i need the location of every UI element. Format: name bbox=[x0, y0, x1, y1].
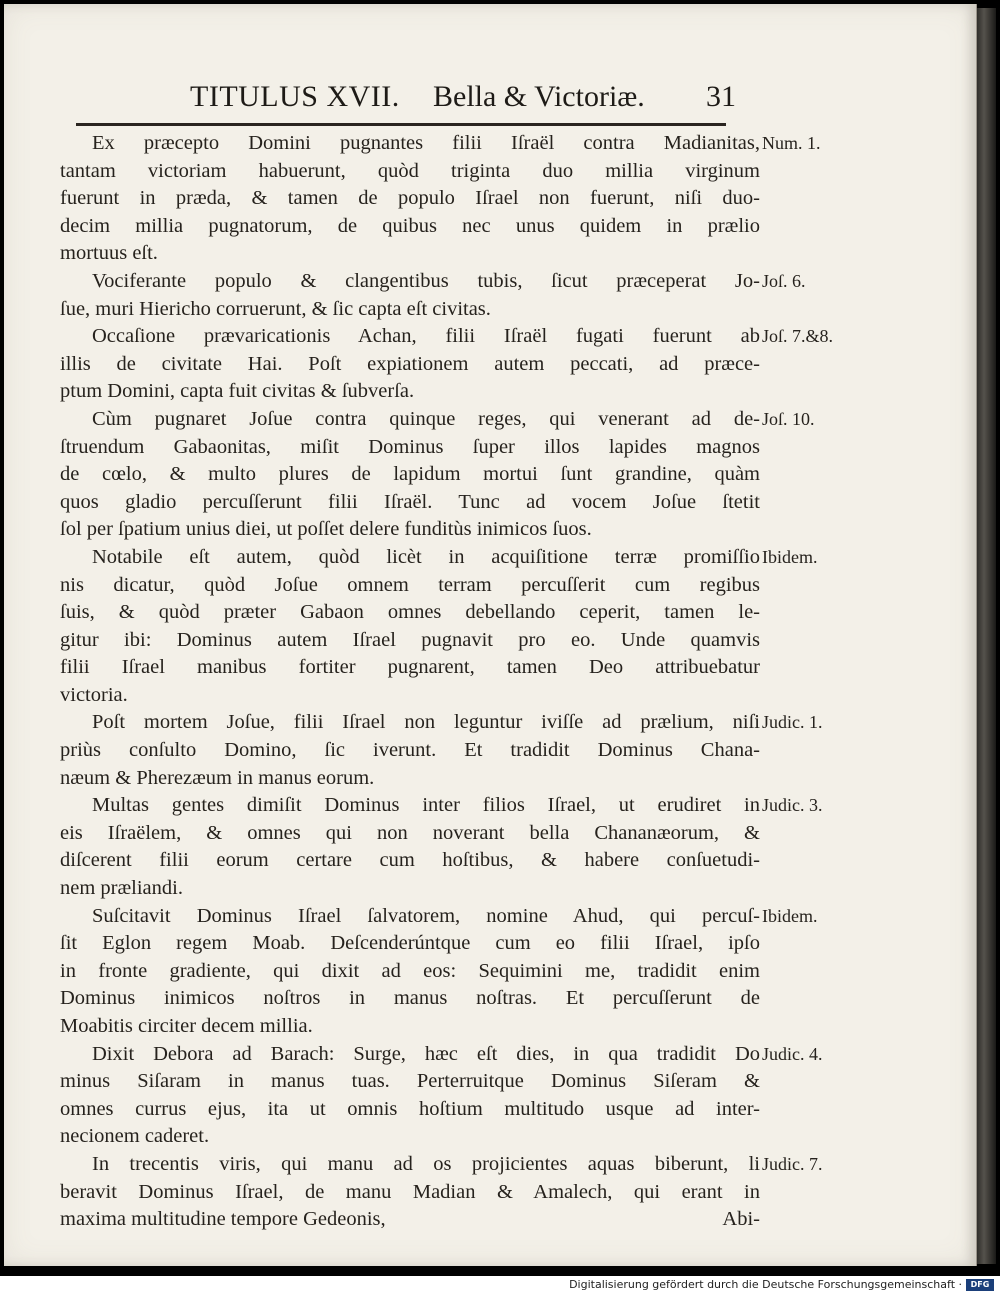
running-head bbox=[190, 80, 750, 120]
page-number: 31 bbox=[706, 80, 736, 113]
text-line: ſit Eglon regem Moab. Deſcenderúntque cum eo filii Iſrael, ipſo bbox=[60, 932, 760, 955]
text-line: mortuus eſt. bbox=[60, 242, 158, 265]
paragraph bbox=[60, 903, 818, 1041]
text-line: fuerunt in præda, & tamen de populo Iſrael non fuerunt, niſi duo- bbox=[60, 187, 760, 210]
paragraph bbox=[60, 709, 823, 792]
text-line: Vociferante populo & clangentibus tubis, ſicut præceperat Jo- bbox=[92, 269, 760, 292]
page-subtitle: Bella & Victoriæ. bbox=[433, 80, 645, 113]
text-line: illis de civitate Hai. Poſt expiationem autem peccati, ad præce- bbox=[60, 352, 760, 375]
text-line: Dixit Debora ad Barach: Surge, hæc eſt dies, in qua tradidit Do bbox=[92, 1042, 760, 1065]
margin-reference: Num. 1. bbox=[762, 133, 821, 153]
catchword: Abi- bbox=[722, 1208, 760, 1231]
text-line: priùs conſulto Domino, ſic iverunt. Et tradidit Dominus Chana- bbox=[60, 739, 760, 762]
main-text bbox=[60, 130, 834, 1234]
book-page bbox=[4, 4, 977, 1266]
text-line: de cœlo, & multo plures de lapidum mortui ſunt grandine, quàm bbox=[60, 463, 760, 486]
footer-credit: Digitalisierung gefördert durch die Deutsche Forschungsgemeinschaft · bbox=[569, 1278, 962, 1291]
margin-reference: Joſ. 10. bbox=[762, 408, 815, 429]
margin-reference: Judic. 1. bbox=[762, 712, 823, 733]
text-line: nis dicatur, quòd Joſue omnem terram percuſſerit cum regibus bbox=[60, 573, 760, 596]
page-edge bbox=[976, 8, 996, 1264]
text-line: Multas gentes dimiſit Dominus inter filios Iſrael, ut erudiret in bbox=[92, 794, 760, 817]
text-line: ptum Domini, capta fuit civitas & ſubverſa. bbox=[60, 380, 415, 403]
text-line: tantam victoriam habuerunt, quòd triginta duo millia virginum bbox=[60, 159, 760, 182]
paragraph bbox=[60, 130, 821, 268]
margin-reference: Joſ. 7.&8. bbox=[762, 326, 834, 347]
text-line: Notabile eſt autem, quòd licèt in acquiſitione terræ promiſſio bbox=[92, 545, 760, 568]
text-line: filii Iſrael manibus fortiter pugnarent, tamen Deo attribuebatur bbox=[60, 656, 760, 679]
paragraph bbox=[60, 323, 834, 406]
margin-reference: Ibidem. bbox=[762, 546, 818, 567]
footer bbox=[0, 1276, 1000, 1295]
text-line: minus Siſaram in manus tuas. Perterruitque Dominus Siſeram & bbox=[60, 1070, 760, 1093]
paragraph bbox=[60, 268, 806, 323]
text-line: in fronte gradiente, qui dixit ad eos: Sequimini me, tradidit enim bbox=[60, 959, 760, 982]
text-line: Ex præcepto Domini pugnantes filii Iſraël contra Madianitas, bbox=[92, 132, 760, 154]
text-line: Suſcitavit Dominus Iſrael ſalvatorem, nomine Ahud, qui percuſ- bbox=[92, 904, 760, 927]
paragraph bbox=[60, 1151, 823, 1234]
dfg-logo: DFG bbox=[966, 1279, 994, 1291]
text-line: ſtruendum Gabaonitas, miſit Dominus ſuper illos lapides magnos bbox=[60, 435, 760, 458]
margin-reference: Judic. 7. bbox=[762, 1153, 823, 1174]
text-line: Cùm pugnaret Joſue contra quinque reges, qui venerant ad de- bbox=[92, 407, 760, 430]
text-line: nem præliandi. bbox=[60, 877, 183, 900]
text-line: gitur ibi: Dominus autem Iſrael pugnavit pro eo. Unde quamvis bbox=[60, 628, 760, 651]
paragraph bbox=[60, 792, 823, 902]
page-title: TITULUS XVII. bbox=[190, 80, 400, 113]
text-line: Moabitis circiter decem millia. bbox=[60, 1015, 313, 1037]
text-line: Poſt mortem Joſue, filii Iſrael non leguntur iviſſe ad prælium, niſi bbox=[92, 711, 760, 734]
text-line: beravit Dominus Iſrael, de manu Madian & Amalech, qui erant in bbox=[60, 1180, 760, 1203]
text-line: quos gladio percuſſerunt filii Iſraël. Tunc ad vocem Joſue ſtetit bbox=[60, 490, 760, 513]
text-line: eis Iſraëlem, & omnes qui non noverant bella Chananæorum, & bbox=[60, 821, 760, 844]
text-line: næum & Pherezæum in manus eorum. bbox=[60, 766, 375, 789]
text-line: Dominus inimicos noſtros in manus noſtras. Et percuſſerunt de bbox=[60, 987, 760, 1010]
margin-reference: Judic. 3. bbox=[762, 795, 823, 816]
paragraph bbox=[60, 1041, 823, 1151]
text-line: decim millia pugnatorum, de quibus nec unus quidem in prælio bbox=[60, 214, 760, 237]
text-line: omnes currus ejus, ita ut omnis hoſtium multitudo usque ad inter- bbox=[60, 1097, 760, 1120]
margin-reference: Joſ. 6. bbox=[762, 270, 806, 291]
text-line: ſuis, & quòd præter Gabaon omnes debellando ceperit, tamen le- bbox=[60, 601, 760, 624]
text-line: ſue, muri Hiericho corruerunt, & ſic capta eſt civitas. bbox=[60, 297, 491, 320]
text-line: Occaſione prævaricationis Achan, filii Iſraël fugati fuerunt ab bbox=[92, 325, 760, 348]
text-line: ſol per ſpatium unius diei, ut poſſet delere funditùs inimicos ſuos. bbox=[60, 518, 592, 541]
header-rule bbox=[76, 123, 726, 126]
margin-reference: Ibidem. bbox=[762, 905, 818, 926]
text-line: In trecentis viris, qui manu ad os projicientes aquas biberunt, li bbox=[92, 1152, 760, 1175]
margin-reference: Judic. 4. bbox=[762, 1043, 823, 1064]
text-line: diſcerent filii eorum certare cum hoſtibus, & habere conſuetudi- bbox=[60, 849, 760, 872]
text-line: necionem caderet. bbox=[60, 1125, 210, 1148]
text-line: maxima multitudine tempore Gedeonis, bbox=[60, 1208, 386, 1231]
text-line: victoria. bbox=[60, 683, 128, 706]
paragraph bbox=[60, 406, 815, 544]
paragraph bbox=[60, 544, 818, 710]
